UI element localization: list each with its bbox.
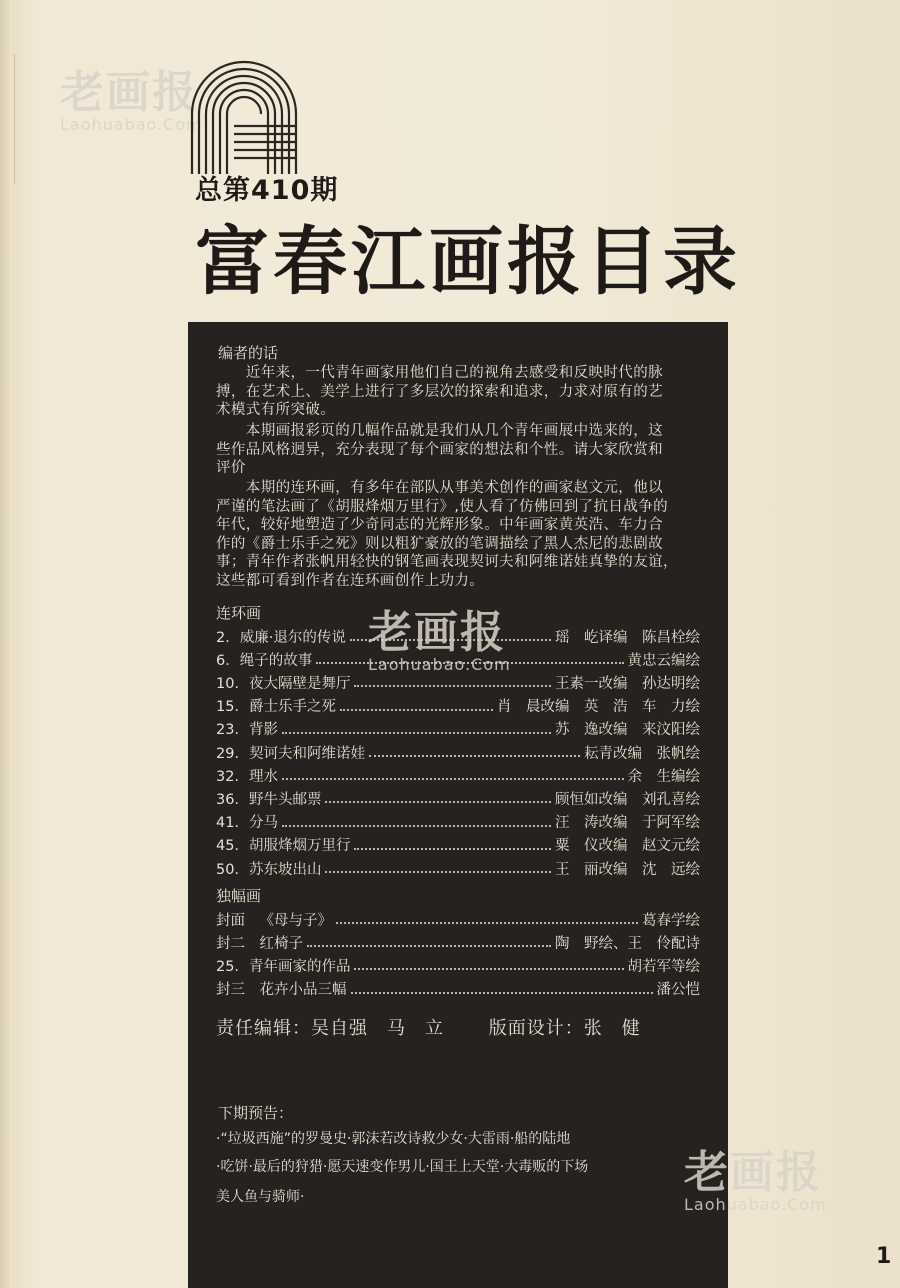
para-line: 本期的连环画，有多年在部队从事美术创作的画家赵文元，他以 bbox=[216, 480, 663, 496]
toc-page-number: 45． bbox=[216, 838, 249, 855]
toc-credit: 胡若军等绘 bbox=[627, 958, 700, 975]
para-line: 术模式有所突破。 bbox=[216, 402, 336, 418]
toc-credit: 王 丽改编 沈 远绘 bbox=[555, 861, 700, 878]
toc-credit: 黄忠云编绘 bbox=[627, 652, 700, 669]
editor-note-paragraph-1 bbox=[216, 364, 708, 420]
para-line: 严谨的笔法画了《胡服烽烟万里行》,使人看了仿佛回到了抗日战争的 bbox=[216, 498, 669, 515]
toc-row bbox=[216, 671, 700, 693]
toc-row bbox=[216, 811, 700, 833]
toc-row bbox=[216, 695, 700, 717]
toc-row bbox=[216, 931, 700, 953]
toc-leader-dots bbox=[354, 960, 623, 970]
toc-row bbox=[216, 954, 700, 976]
toc-page-number: 29． bbox=[216, 745, 249, 762]
toc-row bbox=[216, 978, 700, 1000]
toc-credit: 余 生编绘 bbox=[627, 768, 700, 785]
toc-row bbox=[216, 857, 700, 879]
toc-leader-dots bbox=[282, 724, 551, 734]
toc-credit: 陶 野绘、王 伶配诗 bbox=[555, 935, 700, 952]
toc-credit: 瑶 屹译编 陈昌栓绘 bbox=[555, 629, 700, 646]
toc-title: 背影 bbox=[248, 722, 278, 739]
watermark-center bbox=[368, 607, 511, 674]
toc-row bbox=[216, 718, 700, 740]
toc-page-number: 封三 bbox=[216, 982, 260, 999]
page-number: 1 bbox=[876, 1244, 892, 1269]
toc-title: 野牛头邮票 bbox=[248, 791, 322, 808]
section-heading-comics: 连环画 bbox=[216, 604, 262, 622]
watermark-top bbox=[60, 67, 203, 134]
toc-page-number: 25． bbox=[216, 958, 249, 975]
toc-credit: 耘青改编 张帆绘 bbox=[584, 745, 700, 762]
toc-credit: 苏 逸改编 来汶阳绘 bbox=[555, 722, 700, 739]
toc-page-number: 23． bbox=[216, 722, 249, 739]
toc-credit: 顾恒如改编 刘孔喜绘 bbox=[555, 791, 700, 808]
toc-title: 绳子的故事 bbox=[239, 652, 313, 669]
staff-credits bbox=[216, 1014, 649, 1040]
section-heading-single: 独幅画 bbox=[216, 887, 262, 905]
para-line: 些作品风格迥异，充分表现了每个画家的想法和个性。请大家欣赏和 bbox=[216, 441, 663, 458]
next-issue-line: ·吃饼·最后的狩猎·愿天速变作男儿·国王上天堂·大毒贩的下场 bbox=[216, 1159, 589, 1175]
toc-row bbox=[216, 787, 700, 809]
toc-title: 夜大隔壁是舞厅 bbox=[248, 675, 351, 692]
toc-leader-dots bbox=[351, 984, 653, 994]
toc-row bbox=[216, 741, 700, 763]
magazine-logo-icon bbox=[188, 56, 303, 176]
editor-note-paragraph-2 bbox=[216, 422, 708, 478]
next-issue-line: ·“垃圾西施”的罗曼史·郭沫若改诗救少女·大雷雨·船的陆地 bbox=[216, 1131, 571, 1147]
toc-leader-dots bbox=[336, 914, 638, 924]
toc-leader-dots bbox=[354, 840, 551, 850]
toc-leader-dots bbox=[307, 937, 551, 947]
toc-row bbox=[216, 834, 700, 856]
toc-title: 威廉·退尔的传说 bbox=[239, 629, 346, 646]
toc-page-number: 10． bbox=[216, 675, 249, 692]
contents-panel bbox=[188, 322, 728, 1288]
toc-credit: 王素一改编 孙达明绘 bbox=[555, 675, 700, 692]
issue-label: 总第410期 bbox=[195, 175, 339, 206]
para-line: 年代，较好地塑造了少奇同志的光辉形象。中年画家黄英浩、车力合 bbox=[216, 517, 663, 533]
toc-leader-dots bbox=[282, 770, 624, 780]
toc-row bbox=[216, 764, 700, 786]
toc-leader-dots bbox=[340, 701, 493, 711]
para-line: 评价 bbox=[216, 460, 246, 476]
watermark-url: Laohuabao.Com bbox=[60, 115, 203, 134]
toc-leader-dots bbox=[369, 747, 580, 757]
toc-row bbox=[216, 908, 700, 930]
toc-leader-dots bbox=[354, 677, 551, 687]
para-line: 近年来，一代青年画家用他们自己的视角去感受和反映时代的脉 bbox=[216, 365, 663, 381]
watermark-bottom bbox=[684, 1147, 827, 1214]
toc-leader-dots bbox=[325, 863, 551, 873]
toc-title: 花卉小品三幅 bbox=[259, 982, 347, 999]
next-issue-heading: 下期预告： bbox=[218, 1104, 294, 1122]
para-line: 本期画报彩页的几幅作品就是我们从几个青年画展中选来的，这 bbox=[216, 423, 663, 439]
para-line: 搏，在艺术上、美学上进行了多层次的探索和追求，力求对原有的艺 bbox=[216, 383, 663, 400]
next-issue-line: 美人鱼与骑师· bbox=[216, 1189, 305, 1205]
toc-title: 分马 bbox=[248, 815, 278, 832]
toc-credit: 粟 仪改编 赵文元绘 bbox=[555, 838, 700, 855]
page-fold-shadow bbox=[0, 0, 12, 1288]
toc-title: 理水 bbox=[248, 768, 278, 785]
editor-note-heading: 编者的话 bbox=[218, 344, 279, 362]
para-line: 事；青年作者张帆用轻快的钢笔画表现契诃夫和阿维诺娃真挚的友谊， bbox=[216, 554, 678, 570]
toc-title: 青年画家的作品 bbox=[248, 958, 351, 975]
toc-title: 胡服烽烟万里行 bbox=[248, 838, 351, 855]
toc-credit: 肖 晨改编 英 浩 车 力绘 bbox=[497, 699, 700, 716]
layout-designer: 版面设计：张 健 bbox=[488, 1018, 641, 1039]
watermark-text: 老画报 bbox=[684, 1147, 822, 1198]
toc-title: 《母与子》 bbox=[259, 912, 332, 929]
toc-page-number: 32． bbox=[216, 768, 249, 785]
toc-page-number: 41． bbox=[216, 815, 249, 832]
toc-page-number: 2． bbox=[216, 629, 240, 646]
para-line: 这些都可看到作者在连环画创作上功力。 bbox=[216, 572, 485, 589]
watermark-url: Laohuabao.Com bbox=[684, 1195, 827, 1214]
para-line: 作的《爵士乐手之死》则以粗犷豪放的笔调描绘了黑人杰尼的悲剧故 bbox=[216, 535, 663, 552]
toc-title: 红椅子 bbox=[259, 935, 303, 952]
margin-marks bbox=[14, 54, 21, 184]
toc-page-number: 50． bbox=[216, 861, 249, 878]
toc-title: 苏东坡出山 bbox=[248, 861, 322, 878]
toc-page-number: 6． bbox=[216, 652, 240, 669]
chief-editor: 责任编辑：吴自强 马 立 bbox=[216, 1018, 444, 1039]
toc-credit: 潘公恺 bbox=[656, 982, 700, 999]
toc-leader-dots bbox=[325, 793, 551, 803]
page-title: 富春江画报目录 bbox=[195, 219, 741, 305]
toc-credit: 汪 涛改编 于阿军绘 bbox=[555, 815, 700, 832]
toc-title: 契诃夫和阿维诺娃 bbox=[248, 745, 365, 762]
toc-page-number: 封二 bbox=[216, 935, 260, 952]
toc-credit: 葛春学绘 bbox=[642, 912, 700, 929]
watermark-url: Laohuabao.Com bbox=[368, 655, 511, 674]
toc-page-number: 封面 bbox=[216, 912, 260, 929]
toc-page-number: 36． bbox=[216, 791, 249, 808]
toc-leader-dots bbox=[282, 817, 551, 827]
editor-note-paragraph-3 bbox=[216, 479, 708, 590]
watermark-text: 老画报 bbox=[60, 67, 198, 118]
toc-page-number: 15． bbox=[216, 699, 249, 716]
watermark-text: 老画报 bbox=[368, 607, 506, 658]
toc-title: 爵士乐手之死 bbox=[248, 699, 336, 716]
